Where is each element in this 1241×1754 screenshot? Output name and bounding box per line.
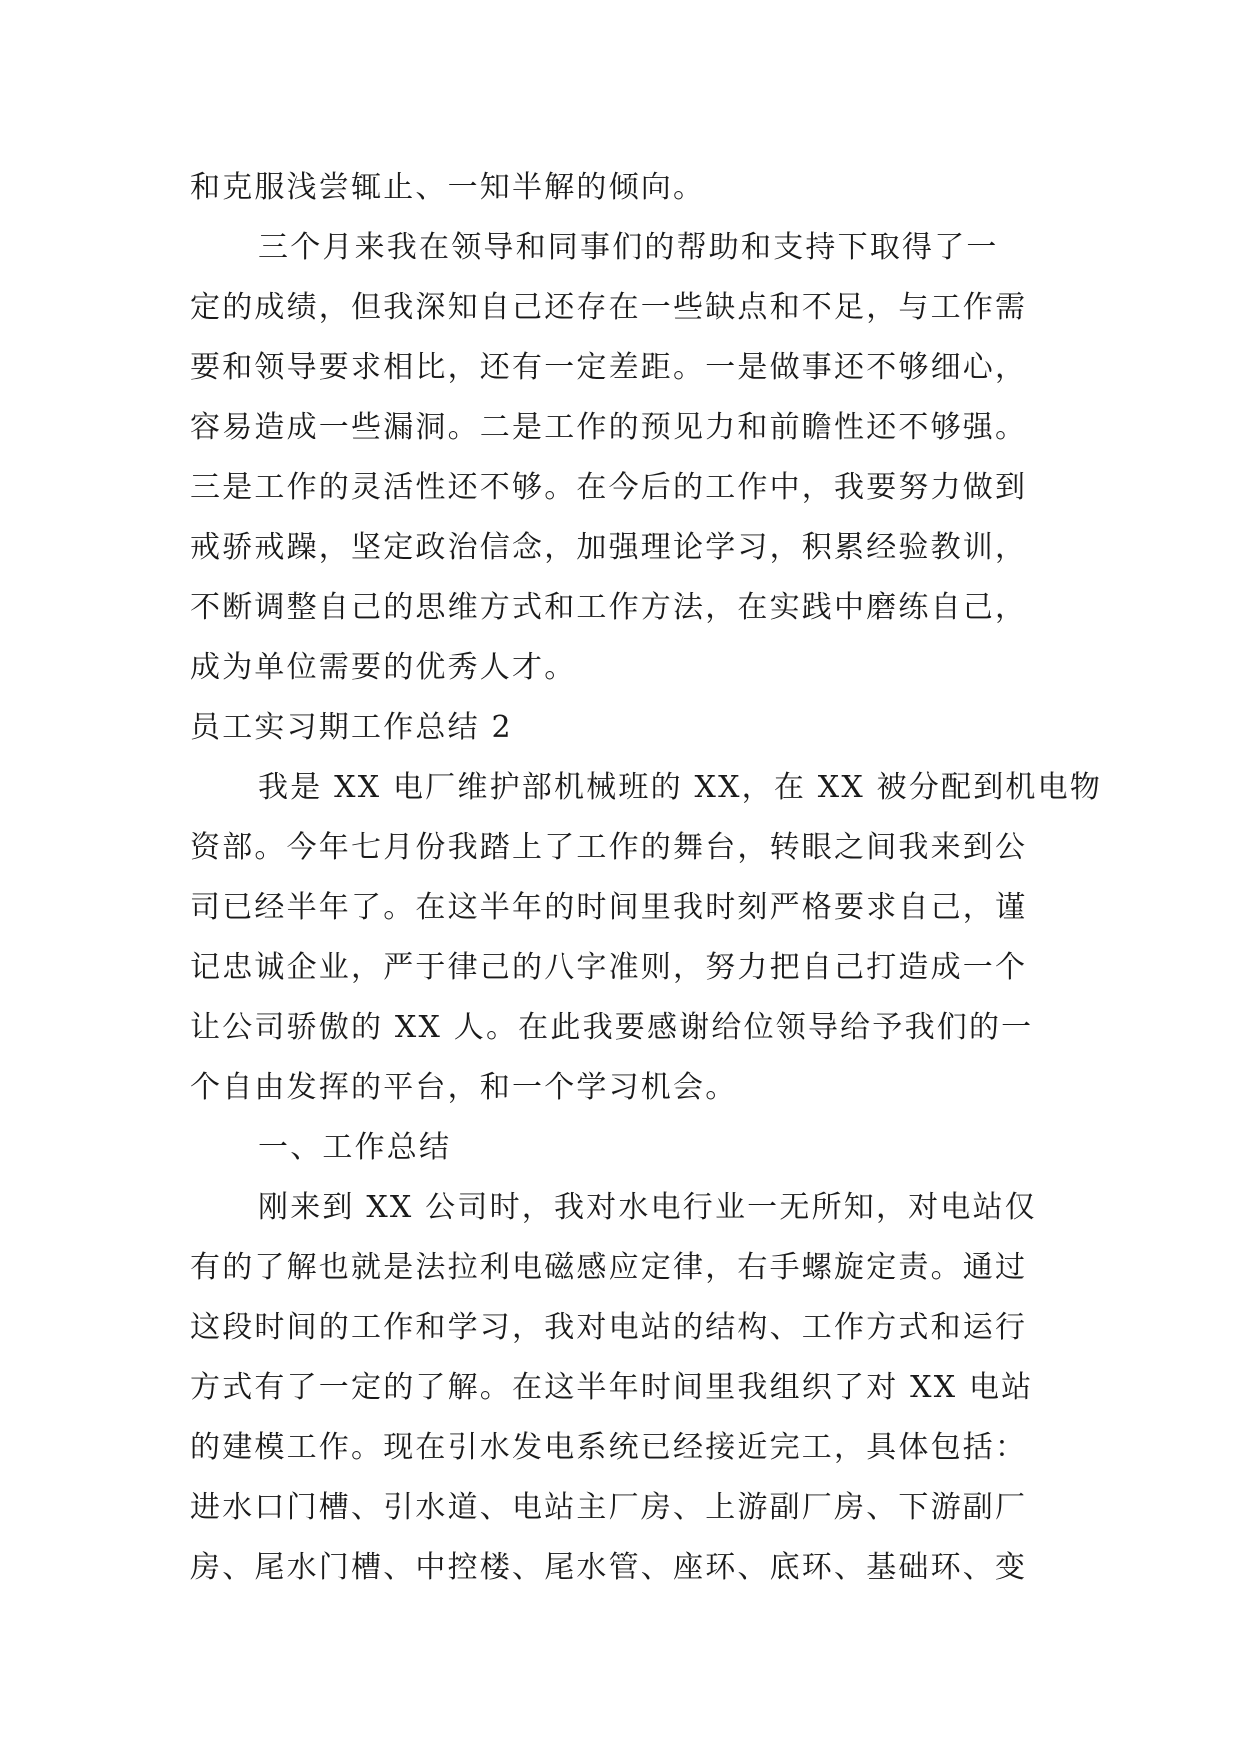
text-line: 方式有了一定的了解。在这半年时间里我组织了对 XX 电站: [190, 1370, 1034, 1405]
text-line: 房、尾水门槽、中控楼、尾水管、座环、底环、基础环、变: [190, 1550, 1028, 1585]
text-line: 不断调整自己的思维方式和工作方法，在实践中磨练自己，: [190, 590, 1028, 625]
text-line: 戒骄戒躁，坚定政治信念，加强理论学习，积累经验教训，: [190, 530, 1028, 565]
document-body: [190, 158, 1103, 1598]
text-line: 进水口门槽、引水道、电站主厂房、上游副厂房、下游副厂: [190, 1490, 1028, 1525]
text-line: 我是 XX 电厂维护部机械班的 XX，在 XX 被分配到机电物: [258, 770, 1103, 805]
text-line: 要和领导要求相比，还有一定差距。一是做事还不够细心，: [190, 350, 1028, 385]
text-line: 资部。今年七月份我踏上了工作的舞台，转眼之间我来到公: [190, 830, 1028, 865]
section-heading: 员工实习期工作总结 2: [190, 710, 513, 745]
text-line: 定的成绩，但我深知自己还存在一些缺点和不足，与工作需: [190, 290, 1028, 325]
text-line: 容易造成一些漏洞。二是工作的预见力和前瞻性还不够强。: [190, 410, 1028, 445]
text-line: 个自由发挥的平台，和一个学习机会。: [190, 1070, 738, 1105]
text-line: 司已经半年了。在这半年的时间里我时刻严格要求自己，谨: [190, 890, 1028, 925]
text-line: 有的了解也就是法拉利电磁感应定律，右手螺旋定责。通过: [190, 1250, 1028, 1285]
text-line: 三是工作的灵活性还不够。在今后的工作中，我要努力做到: [190, 470, 1028, 505]
text-line: 记忠诚企业，严于律己的八字准则，努力把自己打造成一个: [190, 950, 1028, 985]
text-line: 的建模工作。现在引水发电系统已经接近完工，具体包括：: [190, 1430, 1028, 1465]
subsection-heading: 一、工作总结: [258, 1130, 452, 1165]
text-line: 和克服浅尝辄止、一知半解的倾向。: [190, 170, 706, 205]
text-line: 让公司骄傲的 XX 人。在此我要感谢给位领导给予我们的一: [190, 1010, 1034, 1045]
text-line: 三个月来我在领导和同事们的帮助和支持下取得了一: [258, 230, 999, 265]
text-line: 成为单位需要的优秀人才。: [190, 650, 577, 685]
text-line: 这段时间的工作和学习，我对电站的结构、工作方式和运行: [190, 1310, 1028, 1345]
text-line: 刚来到 XX 公司时，我对水电行业一无所知，对电站仅: [258, 1190, 1037, 1225]
